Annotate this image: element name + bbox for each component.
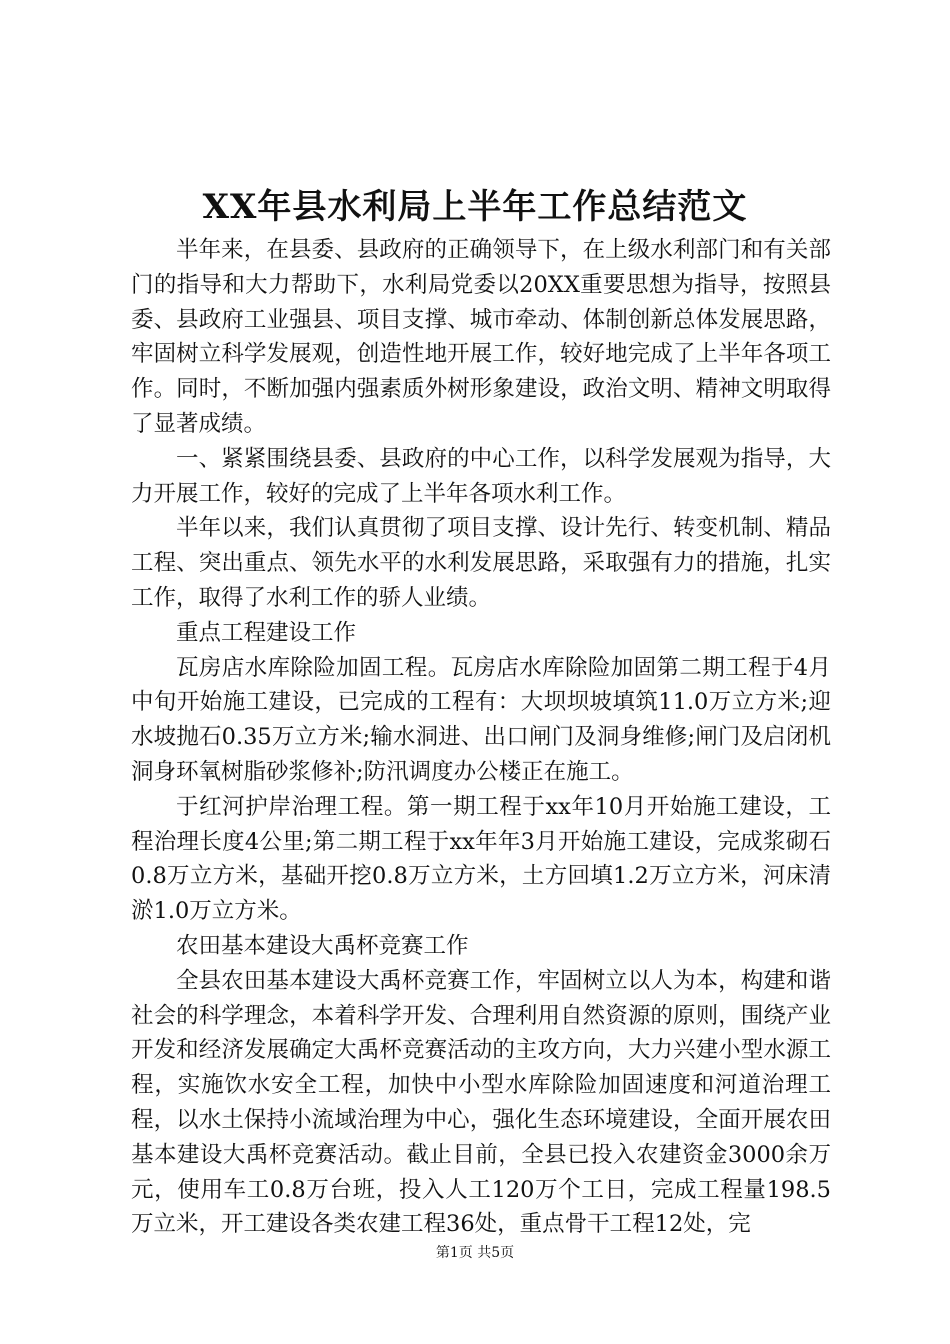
heading-key-projects: 重点工程建设工作 <box>176 619 357 646</box>
paragraph-wafangdian-reservoir: 瓦房店水库除险加固工程。瓦房店水库除险加固第二期工程于4月中旬开始施工建设，已完成的工程有：大坝坝坡填筑11.0万立方米;迎水坡抛石0.35万立方米;输水洞进、出口闸门及洞身维修;闸门及启闭机洞身环氧树脂砂浆修补;防汛调度办公楼正在施工。 <box>131 654 831 785</box>
paragraph-intro: 半年来，在县委、县政府的正确领导下，在上级水利部门和有关部门的指导和大力帮助下，水利局党委以20XX重要思想为指导，按照县委、县政府工业强县、项目支撑、城市牵动、体制创新总体发展思路，牢固树立科学发展观，创造性地开展工作，较好地完成了上半年各项工作。同时，不断加强内强素质外树形象建设，政治文明、精神文明取得了显著成绩。 <box>131 237 831 437</box>
heading-dayu-cup: 农田基本建设大禹杯竞赛工作 <box>176 932 469 959</box>
document-body <box>131 233 831 1242</box>
paragraph-yuhong-river: 于红河护岸治理工程。第一期工程于xx年10月开始施工建设，工程治理长度4公里;第二期工程于xx年年3月开始施工建设，完成浆砌石0.8万立方米，基础开挖0.8万立方米，土方回填1.2万立方米，河床清淤1.0万立方米。 <box>131 793 831 925</box>
paragraph-dayu-cup: 全县农田基本建设大禹杯竞赛工作，牢固树立以人为本，构建和谐社会的科学理念，本着科学开发、合理利用自然资源的原则，围绕产业开发和经济发展确定大禹杯竞赛活动的主攻方向，大力兴建小型水源工程，实施饮水安全工程，加快中小型水库除险加固速度和河道治理工程，以水土保持小流域治理为中心，强化生态环境建设，全面开展农田基本建设大禹杯竞赛活动。截止目前，全县已投入农建资金3000余万元，使用车工0.8万台班，投入人工120万个工日，完成工程量198.5万立米，开工建设各类农建工程36处，重点骨干工程12处，完 <box>131 967 831 1238</box>
paragraph-half-year: 半年以来，我们认真贯彻了项目支撑、设计先行、转变机制、精品工程、突出重点、领先水平的水利发展思路，采取强有力的措施，扎实工作，取得了水利工作的骄人业绩。 <box>131 515 831 611</box>
document-title: XX年县水利局上半年工作总结范文 <box>202 187 748 227</box>
paragraph-section-one: 一、紧紧围绕县委、县政府的中心工作，以科学发展观为指导，大力开展工作，较好的完成了上半年各项水利工作。 <box>131 445 831 507</box>
page-number-footer: 第1页 共5页 <box>435 1245 515 1261</box>
